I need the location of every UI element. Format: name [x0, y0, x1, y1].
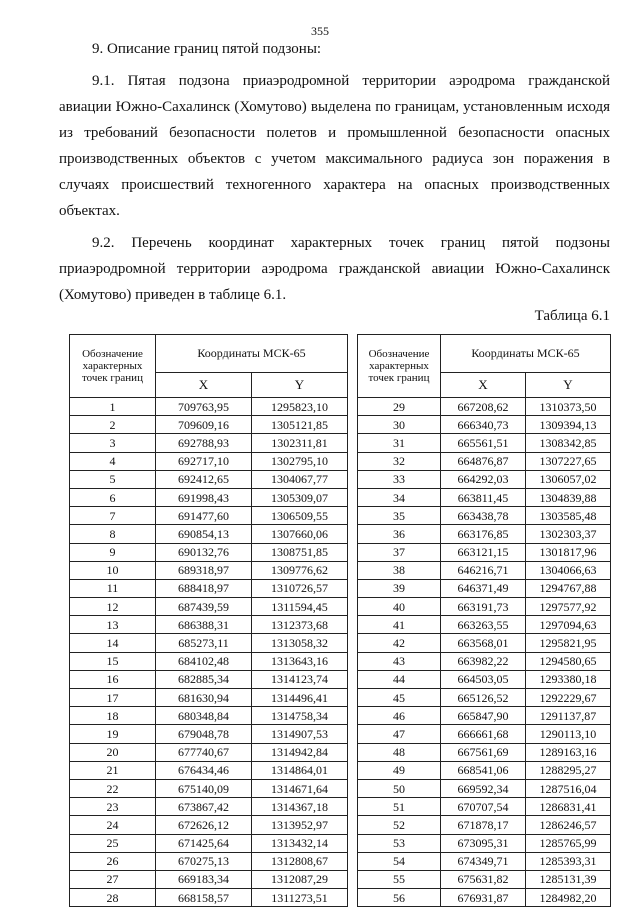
cell-x: 663568,01 — [441, 634, 526, 652]
cell-x: 663811,45 — [441, 488, 526, 506]
cell-y: 1313952,97 — [252, 816, 348, 834]
paragraph-9-2: 9.2. Перечень координат характерных точек границ пятой подзоны приаэродромной территории аэродрома гражданской авиации Южно-Сахалинск (Хомутово) приведен в таблице 6.1. — [59, 235, 610, 303]
cell-y: 1305309,07 — [252, 488, 348, 506]
cell-x: 685273,11 — [156, 634, 252, 652]
cell-x: 671878,17 — [441, 816, 526, 834]
table-row — [358, 507, 611, 525]
cell-point: 34 — [358, 488, 441, 506]
cell-x: 665561,51 — [441, 434, 526, 452]
table-row — [70, 416, 348, 434]
cell-y: 1314496,41 — [252, 689, 348, 707]
cell-y: 1285131,39 — [526, 870, 611, 888]
cell-y: 1308342,85 — [526, 434, 611, 452]
header-y: Y — [526, 372, 611, 397]
table-row — [70, 743, 348, 761]
cell-x: 681630,94 — [156, 689, 252, 707]
cell-x: 665126,52 — [441, 689, 526, 707]
cell-y: 1314758,34 — [252, 707, 348, 725]
cell-y: 1302311,81 — [252, 434, 348, 452]
cell-point: 42 — [358, 634, 441, 652]
cell-x: 674349,71 — [441, 852, 526, 870]
cell-point: 38 — [358, 561, 441, 579]
cell-x: 684102,48 — [156, 652, 252, 670]
cell-y: 1295823,10 — [252, 398, 348, 416]
cell-x: 692788,93 — [156, 434, 252, 452]
cell-point: 51 — [358, 798, 441, 816]
cell-point: 9 — [70, 543, 156, 561]
table-row — [70, 598, 348, 616]
cell-point: 47 — [358, 725, 441, 743]
cell-point: 26 — [70, 852, 156, 870]
table-row — [358, 434, 611, 452]
cell-y: 1286246,57 — [526, 816, 611, 834]
cell-x: 673095,31 — [441, 834, 526, 852]
cell-point: 52 — [358, 816, 441, 834]
table-row — [358, 670, 611, 688]
table-row — [70, 525, 348, 543]
cell-x: 672626,12 — [156, 816, 252, 834]
cell-y: 1306509,55 — [252, 507, 348, 525]
cell-point: 3 — [70, 434, 156, 452]
cell-x: 664503,05 — [441, 670, 526, 688]
table-body-left — [70, 398, 348, 907]
cell-y: 1312087,29 — [252, 870, 348, 888]
header-coords-label: Координаты МСК-65 — [156, 335, 348, 373]
coordinates-table-left — [69, 334, 348, 907]
cell-x: 669592,34 — [441, 779, 526, 797]
cell-x: 667561,69 — [441, 743, 526, 761]
cell-point: 15 — [70, 652, 156, 670]
cell-y: 1312808,67 — [252, 852, 348, 870]
cell-x: 676931,87 — [441, 889, 526, 907]
table-row — [70, 870, 348, 888]
cell-x: 679048,78 — [156, 725, 252, 743]
cell-y: 1293380,18 — [526, 670, 611, 688]
table-row — [70, 543, 348, 561]
cell-y: 1313432,14 — [252, 834, 348, 852]
cell-x: 691998,43 — [156, 488, 252, 506]
cell-y: 1306057,02 — [526, 470, 611, 488]
cell-y: 1302795,10 — [252, 452, 348, 470]
cell-x: 663191,73 — [441, 598, 526, 616]
coordinates-table-right — [357, 334, 611, 907]
cell-x: 669183,34 — [156, 870, 252, 888]
cell-y: 1314367,18 — [252, 798, 348, 816]
cell-x: 686388,31 — [156, 616, 252, 634]
cell-point: 49 — [358, 761, 441, 779]
table-row — [70, 434, 348, 452]
cell-y: 1294767,88 — [526, 579, 611, 597]
cell-y: 1292229,67 — [526, 689, 611, 707]
table-row — [358, 616, 611, 634]
cell-x: 663121,15 — [441, 543, 526, 561]
table-row — [358, 488, 611, 506]
cell-x: 668158,57 — [156, 889, 252, 907]
cell-x: 688418,97 — [156, 579, 252, 597]
table-row — [70, 652, 348, 670]
cell-point: 22 — [70, 779, 156, 797]
cell-y: 1313058,32 — [252, 634, 348, 652]
table-row — [70, 834, 348, 852]
cell-x: 692717,10 — [156, 452, 252, 470]
cell-y: 1309394,13 — [526, 416, 611, 434]
table-row — [358, 543, 611, 561]
cell-y: 1288295,27 — [526, 761, 611, 779]
table-row — [70, 488, 348, 506]
cell-y: 1308751,85 — [252, 543, 348, 561]
cell-point: 30 — [358, 416, 441, 434]
cell-point: 46 — [358, 707, 441, 725]
cell-point: 37 — [358, 543, 441, 561]
table-row — [70, 616, 348, 634]
table-row — [358, 725, 611, 743]
cell-point: 20 — [70, 743, 156, 761]
cell-point: 18 — [70, 707, 156, 725]
cell-x: 665847,90 — [441, 707, 526, 725]
cell-y: 1290113,10 — [526, 725, 611, 743]
cell-point: 56 — [358, 889, 441, 907]
cell-point: 41 — [358, 616, 441, 634]
cell-point: 1 — [70, 398, 156, 416]
table-row — [358, 870, 611, 888]
cell-point: 5 — [70, 470, 156, 488]
table-row — [358, 779, 611, 797]
cell-x: 664876,87 — [441, 452, 526, 470]
cell-x: 677740,67 — [156, 743, 252, 761]
cell-y: 1284982,20 — [526, 889, 611, 907]
table-row — [358, 470, 611, 488]
table-row — [358, 761, 611, 779]
cell-x: 663982,22 — [441, 652, 526, 670]
cell-x: 691477,60 — [156, 507, 252, 525]
table-row — [358, 452, 611, 470]
cell-y: 1304067,77 — [252, 470, 348, 488]
table-row — [358, 689, 611, 707]
cell-point: 39 — [358, 579, 441, 597]
table-row — [70, 398, 348, 416]
cell-y: 1304839,88 — [526, 488, 611, 506]
cell-point: 17 — [70, 689, 156, 707]
table-row — [70, 779, 348, 797]
cell-x: 680348,84 — [156, 707, 252, 725]
cell-x: 682885,34 — [156, 670, 252, 688]
cell-y: 1291137,87 — [526, 707, 611, 725]
cell-y: 1313643,16 — [252, 652, 348, 670]
cell-y: 1314123,74 — [252, 670, 348, 688]
table-row — [70, 470, 348, 488]
table-row — [358, 398, 611, 416]
cell-x: 666661,68 — [441, 725, 526, 743]
cell-point: 44 — [358, 670, 441, 688]
table-row — [70, 561, 348, 579]
cell-point: 2 — [70, 416, 156, 434]
cell-x: 646371,49 — [441, 579, 526, 597]
cell-point: 16 — [70, 670, 156, 688]
cell-point: 14 — [70, 634, 156, 652]
cell-y: 1310726,57 — [252, 579, 348, 597]
cell-y: 1311273,51 — [252, 889, 348, 907]
cell-x: 671425,64 — [156, 834, 252, 852]
table-caption: Таблица 6.1 — [534, 308, 610, 324]
cell-y: 1312373,68 — [252, 616, 348, 634]
table-row — [70, 634, 348, 652]
cell-point: 32 — [358, 452, 441, 470]
table-row — [70, 725, 348, 743]
cell-y: 1304066,63 — [526, 561, 611, 579]
cell-x: 666340,73 — [441, 416, 526, 434]
header-x: X — [156, 372, 252, 397]
table-row — [358, 634, 611, 652]
cell-x: 663438,78 — [441, 507, 526, 525]
cell-point: 55 — [358, 870, 441, 888]
header-coords-label: Координаты МСК-65 — [441, 335, 611, 373]
table-row — [70, 452, 348, 470]
cell-point: 43 — [358, 652, 441, 670]
table-row — [358, 707, 611, 725]
cell-x: 667208,62 — [441, 398, 526, 416]
table-row — [358, 561, 611, 579]
cell-y: 1307227,65 — [526, 452, 611, 470]
cell-x: 675140,09 — [156, 779, 252, 797]
table-row — [358, 416, 611, 434]
cell-point: 6 — [70, 488, 156, 506]
cell-point: 35 — [358, 507, 441, 525]
cell-x: 663263,55 — [441, 616, 526, 634]
header-y: Y — [252, 372, 348, 397]
cell-point: 53 — [358, 834, 441, 852]
table-row — [358, 834, 611, 852]
table-row — [70, 507, 348, 525]
page-number: 355 — [311, 24, 329, 38]
cell-point: 48 — [358, 743, 441, 761]
cell-y: 1287516,04 — [526, 779, 611, 797]
cell-point: 12 — [70, 598, 156, 616]
cell-point: 27 — [70, 870, 156, 888]
table-row — [70, 852, 348, 870]
paragraph-9-1: 9.1. Пятая подзона приаэродромной территории аэродрома гражданской авиации Южно-Сахалинск (Хомутово) выделена по границам, установленным исходя из требований безопасности полетов и промышленной безопасности опасных производственных объектов с учетом максимального радиуса зон поражения в случаях происшествий техногенного характера на опасных производственных объектах. — [59, 73, 610, 219]
cell-x: 687439,59 — [156, 598, 252, 616]
cell-point: 4 — [70, 452, 156, 470]
cell-point: 28 — [70, 889, 156, 907]
cell-y: 1285393,31 — [526, 852, 611, 870]
table-row — [358, 652, 611, 670]
cell-y: 1309776,62 — [252, 561, 348, 579]
cell-point: 33 — [358, 470, 441, 488]
table-row — [70, 689, 348, 707]
table-row — [70, 579, 348, 597]
cell-point: 21 — [70, 761, 156, 779]
table-row — [70, 670, 348, 688]
cell-point: 7 — [70, 507, 156, 525]
cell-point: 10 — [70, 561, 156, 579]
cell-y: 1294580,65 — [526, 652, 611, 670]
cell-y: 1310373,50 — [526, 398, 611, 416]
table-row — [358, 889, 611, 907]
table-row — [358, 798, 611, 816]
cell-y: 1307660,06 — [252, 525, 348, 543]
table-row — [70, 798, 348, 816]
cell-x: 709609,16 — [156, 416, 252, 434]
cell-y: 1302303,37 — [526, 525, 611, 543]
cell-point: 19 — [70, 725, 156, 743]
cell-point: 13 — [70, 616, 156, 634]
cell-y: 1286831,41 — [526, 798, 611, 816]
cell-y: 1314671,64 — [252, 779, 348, 797]
cell-y: 1314864,01 — [252, 761, 348, 779]
cell-x: 709763,95 — [156, 398, 252, 416]
cell-y: 1297094,63 — [526, 616, 611, 634]
header-point-label: Обозначение характерных точек границ — [70, 335, 156, 398]
table-row — [358, 743, 611, 761]
cell-x: 663176,85 — [441, 525, 526, 543]
table-row — [70, 707, 348, 725]
table-row — [358, 598, 611, 616]
table-row — [70, 889, 348, 907]
cell-point: 40 — [358, 598, 441, 616]
cell-x: 668541,06 — [441, 761, 526, 779]
cell-y: 1314942,84 — [252, 743, 348, 761]
cell-x: 664292,03 — [441, 470, 526, 488]
table-row — [358, 852, 611, 870]
cell-point: 11 — [70, 579, 156, 597]
cell-x: 692412,65 — [156, 470, 252, 488]
cell-y: 1289163,16 — [526, 743, 611, 761]
cell-y: 1305121,85 — [252, 416, 348, 434]
header-point-label: Обозначение характерных точек границ — [358, 335, 441, 398]
cell-point: 8 — [70, 525, 156, 543]
table-row — [358, 579, 611, 597]
cell-y: 1303585,48 — [526, 507, 611, 525]
cell-y: 1297577,92 — [526, 598, 611, 616]
cell-point: 36 — [358, 525, 441, 543]
section-heading: 9. Описание границ пятой подзоны: — [92, 41, 322, 57]
table-row — [70, 761, 348, 779]
cell-point: 25 — [70, 834, 156, 852]
table-row — [70, 816, 348, 834]
cell-point: 45 — [358, 689, 441, 707]
cell-x: 670275,13 — [156, 852, 252, 870]
cell-x: 670707,54 — [441, 798, 526, 816]
cell-y: 1295821,95 — [526, 634, 611, 652]
table-body-right — [358, 398, 611, 907]
cell-x: 690854,13 — [156, 525, 252, 543]
table-row — [358, 525, 611, 543]
cell-x: 673867,42 — [156, 798, 252, 816]
cell-x: 675631,82 — [441, 870, 526, 888]
cell-x: 689318,97 — [156, 561, 252, 579]
cell-x: 676434,46 — [156, 761, 252, 779]
cell-point: 23 — [70, 798, 156, 816]
cell-x: 646216,71 — [441, 561, 526, 579]
header-x: X — [441, 372, 526, 397]
cell-point: 29 — [358, 398, 441, 416]
cell-y: 1285765,99 — [526, 834, 611, 852]
cell-point: 24 — [70, 816, 156, 834]
cell-point: 50 — [358, 779, 441, 797]
cell-y: 1314907,53 — [252, 725, 348, 743]
table-row — [358, 816, 611, 834]
cell-x: 690132,76 — [156, 543, 252, 561]
cell-y: 1311594,45 — [252, 598, 348, 616]
cell-point: 54 — [358, 852, 441, 870]
cell-y: 1301817,96 — [526, 543, 611, 561]
cell-point: 31 — [358, 434, 441, 452]
